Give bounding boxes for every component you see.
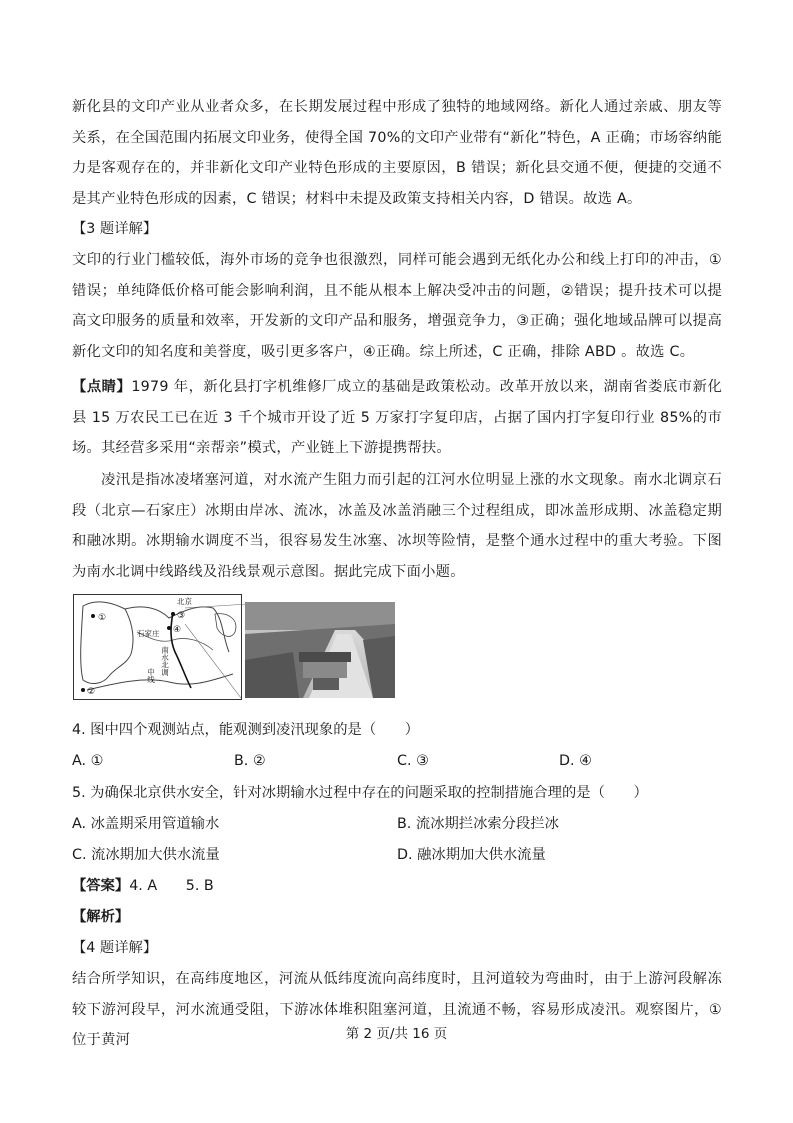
page-footer: 第 2 页/共 16 页 — [345, 1026, 448, 1042]
heading-q3-detail: 【3 题详解】 — [72, 221, 158, 237]
q5-option-c: C. 流冰期加大供水流量 — [72, 847, 220, 863]
canal-landscape-photo — [245, 602, 395, 698]
q4-option-b: B. ② — [234, 753, 266, 769]
q4-option-d: D. ④ — [559, 753, 592, 769]
answer-line — [72, 874, 214, 898]
label-nanshuibeidiao: 南水北调 — [160, 646, 170, 676]
q4-stem: 4. 图中四个观测站点，能观测到凌汛现象的是（ ） — [72, 722, 420, 738]
answer-label: 【答案】 — [72, 878, 130, 894]
station-4-label: ④ — [173, 625, 182, 635]
q5-option-b: B. 流冰期拦冰索分段拦冰 — [397, 816, 559, 832]
dianjing-text: 1979 年，新化县打字机维修厂成立的基础是政策松动。改革开放以来，湖南省娄底市新化县 15 万农民工已在近 3 千个城市开设了近 5 万家打字复印店，占据了国内打字复印行业 85%的市场。其经营多采用“亲帮亲”模式，产业链上下游提携帮扶。 — [72, 379, 723, 456]
station-3-dot — [171, 612, 175, 616]
station-4-dot — [167, 626, 171, 630]
station-1-dot — [91, 614, 95, 618]
q4-option-c: C. ③ — [397, 753, 429, 769]
station-3-label: ③ — [177, 611, 186, 621]
q4-option-a: A. ① — [72, 753, 104, 769]
label-shijiazhuang: 石家庄 — [137, 629, 160, 638]
route-map-svg — [73, 594, 396, 700]
paragraph-q3-analysis: 文印的行业门槛较低，海外市场的竞争也很激烈，同样可能会遇到无纸化办公和线上打印的冲击，①错误；单纯降低价格可能会影响利润，且不能从根本上解决受冲击的问题，②错误；提升技术可以提高文印服务的质量和效率，开发新的文印产品和服务，增强竞争力，③正确；强化地域品牌可以提高新化文印的知名度和美誉度，吸引更多客户，④正确。综上所述，C 正确，排除 ABD 。故选 C。 — [72, 252, 722, 360]
label-beijing: 北京 — [177, 597, 192, 606]
dianjing-label: 【点睛】 — [72, 379, 132, 395]
paragraph-q4-analysis: 结合所学知识，在高纬度地区，河流从低纬度流向高纬度时，且河道较为弯曲时，由于上游河段解冻较下游河段早，河水流通受阻，下游冰体堆积阻塞河道，且流通不畅，容易形成凌汛。观察图片，①位于黄河 — [72, 971, 722, 1048]
q5-option-d: D. 融冰期加大供水流量 — [397, 847, 546, 863]
paragraph-dianjing — [72, 372, 722, 464]
q5-option-a: A. 冰盖期采用管道输水 — [72, 816, 220, 832]
station-2-dot — [81, 688, 85, 692]
route-map-figure — [73, 594, 396, 700]
q5-stem: 5. 为确保北京供水安全，针对冰期输水过程中存在的问题采取的控制措施合理的是（ ） — [72, 785, 648, 801]
station-2-label: ② — [87, 687, 96, 697]
paragraph-q2-analysis: 新化县的文印产业从业者众多，在长期发展过程中形成了独特的地域网络。新化人通过亲戚、朋友等关系，在全国范围内拓展文印业务，使得全国 70%的文印产业带有“新化”特色，A 正确；市场容纳能力是客观存在的，并非新化文印产业特色形成的主要原因，B 错误；新化县交通不便，便捷的交通不是其产业特色形成的因素，C 错误；材料中未提及政策支持相关内容，D 错误。故选 A。 — [72, 99, 722, 207]
label-zhongxian: 中线 — [146, 668, 156, 683]
answer-text: 4. A 5. B — [129, 878, 214, 894]
jiexi-heading: 【解析】 — [72, 909, 130, 925]
heading-q4-detail: 【4 题详解】 — [72, 940, 158, 956]
station-1-label: ① — [98, 613, 107, 623]
paragraph-material-intro: 凌汛是指冰凌堵塞河道，对水流产生阻力而引起的江河水位明显上涨的水文现象。南水北调京石段（北京—石家庄）冰期由岸冰、流冰，冰盖及冰盖消融三个过程组成，即冰盖形成期、冰盖稳定期和融冰期。冰期输水调度不当，很容易发生冰塞、冰坝等险情，是整个通水过程中的重大考验。下图为南水北调中线路线及沿线景观示意图。据此完成下面小题。 — [72, 472, 722, 580]
